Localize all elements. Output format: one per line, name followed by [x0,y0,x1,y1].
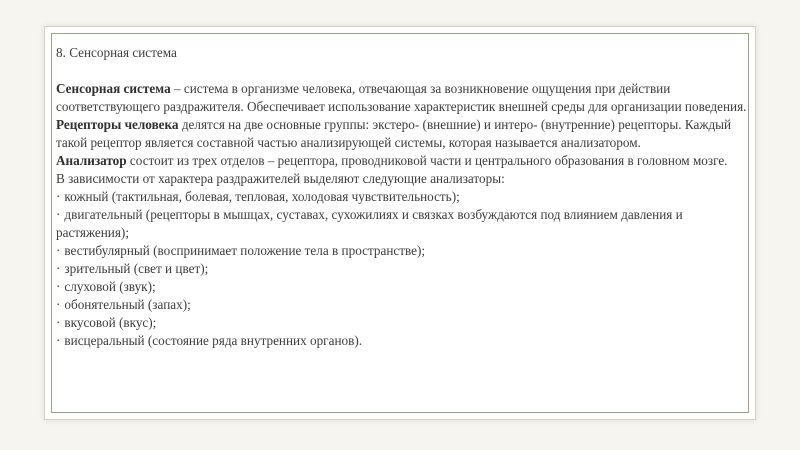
analyzers-list [56,188,748,350]
list-item-text: кожный (тактильная, болевая, тепловая, холодовая чувствительность); [64,189,460,204]
definition-analyzer: состоит из трех отделов – рецептора, проводниковой части и центрального образования в головном мозге. [126,153,728,168]
analyzers-intro: В зависимости от характера раздражителей выделяют следующие анализаторы: [56,171,505,186]
definition-receptors: делятся на две основные группы: экстеро- (внешние) и интеро- (внутренние) рецепторы. Каждый такой рецептор является составной частью анализирующей системы, которая называется анализатором. [56,117,732,150]
bullet-mark: · [56,243,61,258]
term-analyzer: Анализатор [56,153,127,168]
list-item-text: слуховой (звук); [64,279,156,294]
bullet-mark: · [56,279,61,294]
bullet-mark: · [56,207,61,222]
list-item [56,260,748,278]
slide-content [56,44,748,350]
list-item [56,242,748,260]
term-receptors: Рецепторы человека [56,117,179,132]
bullet-mark: · [56,297,61,312]
list-item-text: вкусовой (вкус); [64,315,157,330]
list-item-text: вестибулярный (воспринимает положение тела в пространстве); [64,243,426,258]
paragraph-sensory-system [56,80,748,116]
list-item-text: обонятельный (запах); [64,297,191,312]
paragraph-receptors [56,116,748,152]
list-item [56,188,748,206]
slide-title: 8. Сенсорная система [56,45,177,60]
bullet-mark: · [56,315,61,330]
list-item-text: зрительный (свет и цвет); [64,261,209,276]
list-item [56,278,748,296]
definition-sensory-system: – система в организме человека, отвечающая за возникновение ощущения при действии соответствующего раздражителя. Обеспечивает использование характеристик внешней среды для организации поведения. [56,81,747,114]
bullet-mark: · [56,333,61,348]
list-item [56,314,748,332]
paragraph-analyzer [56,152,748,170]
term-sensory-system: Сенсорная система [56,81,171,96]
list-item [56,296,748,314]
list-item-text: висцеральный (состояние ряда внутренних органов). [64,333,363,348]
list-item-text: двигательный (рецепторы в мышцах, суставах, сухожилиях и связках возбуждаются под влиянием давления и растяжения); [56,207,683,240]
list-item [56,332,748,350]
list-item [56,206,748,242]
bullet-mark: · [56,261,61,276]
bullet-mark: · [56,189,61,204]
